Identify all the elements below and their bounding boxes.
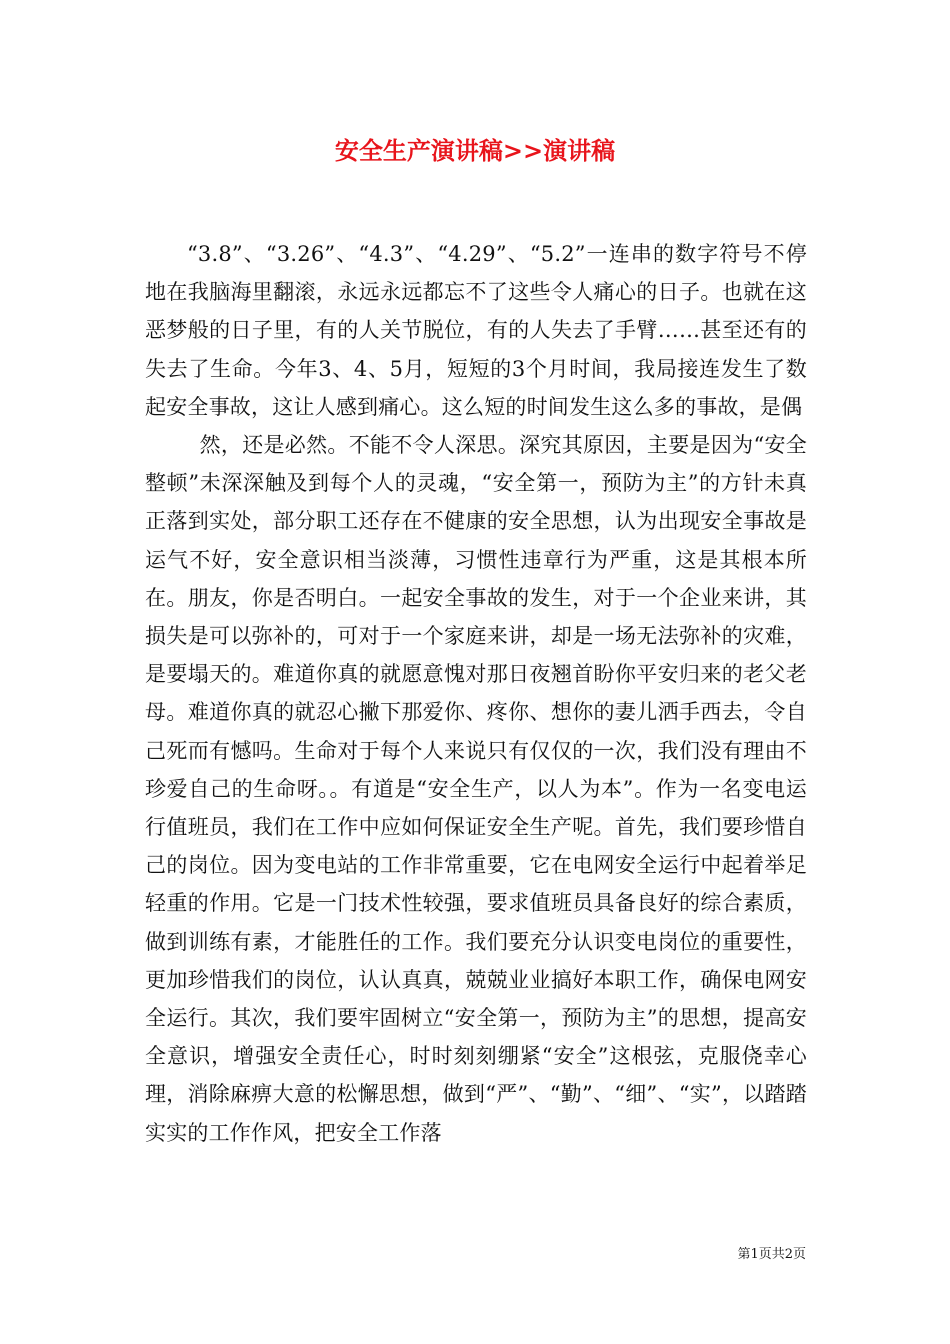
paragraph-2: 然，还是必然。不能不令人深思。深究其原因，主要是因为“安全整顿”未深深触及到每个人的灵魂，“安全第一，预防为主”的方针未真正落到实处，部分职工还存在不健康的安全思想，认为出现安全事故是运气不好，安全意识相当淡薄，习惯性违章行为严重，这是其根本所在。朋友，你是否明白。一起安全事故的发生，对于一个企业来讲，其损失是可以弥补的，可对于一个家庭来讲，却是一场无法弥补的灾难，是要塌天的。难道你真的就愿意愧对那日夜翘首盼你平安归来的老父老母。难道你真的就忍心撇下那爱你、疼你、想你的妻儿洒手西去，令自己死而有憾吗。生命对于每个人来说只有仅仅的一次，我们没有理由不珍爱自己的生命呀。。有道是“安全生产，以人为本”。作为一名变电运行值班员，我们在工作中应如何保证安全生产呢。首先，我们要珍惜自己的岗位。因为变电站的工作非常重要，它在电网安全运行中起着举足轻重的作用。它是一门技术性较强，要求值班员具备良好的综合素质，做到训练有素，才能胜任的工作。我们要充分认识变电岗位的重要性，更加珍惜我们的岗位，认认真真，兢兢业业搞好本职工作，确保电网安全运行。其次，我们要牢固树立“安全第一，预防为主”的思想，提高安全意识，增强安全责任心，时时刻刻绷紧“安全”这根弦，克服侥幸心理，消除麻痹大意的松懈思想，做到“严”、“勤”、“细”、“实”，以踏踏实实的工作作风，把安全工作落 [145,433,807,1145]
paragraph-1: “3.8”、“3.26”、“4.3”、“4.29”、“5.2”一连串的数字符号不停地在我脑海里翻滚，永远永远都忘不了这些令人痛心的日子。也就在这恶梦般的日子里，有的人关节脱位，有的人失去了手臂……甚至还有的失去了生命。今年3、4、5月，短短的3个月时间，我局接连发生了数起安全事故，这让人感到痛心。这么短的时间发生这么多的事故，是偶 [145,242,807,419]
document-body [145,235,807,1152]
document-title: 安全生产演讲稿>>演讲稿 [334,136,616,165]
page-indicator: 第1页共2页 [737,1247,806,1262]
